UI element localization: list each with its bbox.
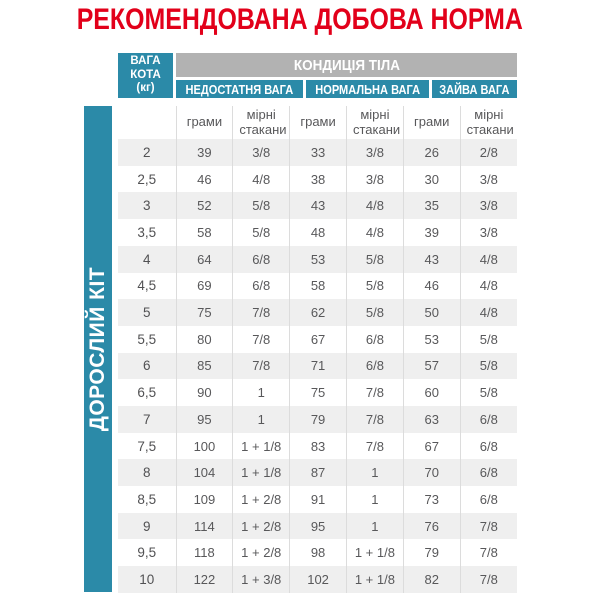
table-row — [118, 273, 517, 300]
value-cell: 95 — [176, 406, 233, 433]
value-cell: 83 — [290, 433, 347, 460]
value-cell: 3/8 — [479, 225, 498, 240]
value-cell: 109 — [176, 486, 233, 513]
value-cell: 75 — [176, 299, 233, 326]
value-cell: 1 + 3/8 — [233, 566, 290, 593]
value-cell: 79 — [403, 539, 460, 566]
value-cell: 4/8 — [479, 251, 498, 267]
value-cell: 7/8 — [479, 518, 498, 534]
value-cell: 4/8 — [346, 192, 403, 219]
value-cell: 70 — [403, 459, 460, 486]
value-cell: 79 — [290, 406, 347, 433]
table-row — [118, 299, 517, 326]
value-cell: 58 — [290, 273, 347, 300]
weight-cell: 7,5 — [118, 433, 176, 460]
unit-header-row — [118, 106, 517, 139]
table-row — [118, 219, 517, 246]
value-cell: 53 — [290, 246, 347, 273]
value-cell: 1 + 2/8 — [233, 513, 290, 540]
weight-cell: 4,5 — [118, 273, 176, 300]
weight-cell: 6,5 — [118, 379, 176, 406]
value-cell: 60 — [403, 379, 460, 406]
value-cell: 6/8 — [479, 438, 498, 454]
value-cell: 35 — [403, 192, 460, 219]
value-cell: 5/8 — [346, 246, 403, 273]
title-bar — [0, 3, 600, 37]
value-cell: 2/8 — [479, 144, 498, 160]
value-cell: 7/8 — [479, 571, 498, 587]
table-row — [118, 139, 517, 166]
weight-cell: 8,5 — [118, 486, 176, 513]
value-cell: 62 — [290, 299, 347, 326]
value-cell: 7/8 — [346, 406, 403, 433]
group-header-underweight: НЕДОСТАТНЯ ВАГА — [176, 80, 303, 98]
value-cell: 5/8 — [346, 273, 403, 300]
value-cell: 114 — [176, 513, 233, 540]
value-cell: 73 — [403, 486, 460, 513]
value-cell: 5/8 — [346, 299, 403, 326]
unit-header-cups: мірні стакани — [233, 106, 290, 139]
adult-cat-strip — [84, 106, 112, 592]
table-row — [118, 353, 517, 380]
value-cell: 63 — [403, 406, 460, 433]
value-cell: 6/8 — [346, 326, 403, 353]
unit-header-empty — [118, 106, 176, 139]
value-cell: 6/8 — [479, 491, 498, 507]
weight-cell: 2,5 — [118, 166, 176, 193]
value-cell: 48 — [290, 219, 347, 246]
unit-header-grams: грами — [290, 106, 347, 139]
table-row — [118, 166, 517, 193]
value-cell: 53 — [403, 326, 460, 353]
value-cell: 6/8 — [233, 273, 290, 300]
value-cell: 39 — [403, 219, 460, 246]
value-cell: 7/8 — [233, 299, 290, 326]
value-cell: 7/8 — [233, 326, 290, 353]
value-cell: 3/8 — [479, 171, 498, 187]
weight-cell: 9,5 — [118, 539, 176, 566]
value-cell: 122 — [176, 566, 233, 593]
value-cell: 71 — [290, 353, 347, 380]
table-row — [118, 379, 517, 406]
value-cell: 104 — [176, 459, 233, 486]
weight-cell: 9 — [118, 513, 176, 540]
value-cell: 1 + 1/8 — [346, 566, 403, 593]
feeding-grid — [118, 106, 517, 593]
value-cell: 26 — [403, 139, 460, 166]
value-cell: 7/8 — [479, 545, 498, 561]
group-header-normal: НОРМАЛЬНА ВАГА — [306, 80, 429, 98]
weight-header-line: (кг) — [136, 82, 155, 95]
value-cell: 67 — [403, 433, 460, 460]
group-header-overweight: ЗАЙВА ВАГА — [432, 80, 517, 98]
value-cell: 1 — [346, 486, 403, 513]
value-cell: 76 — [403, 513, 460, 540]
value-cell: 39 — [176, 139, 233, 166]
value-cell: 7/8 — [346, 379, 403, 406]
value-cell: 5/8 — [233, 192, 290, 219]
unit-header-grams: грами — [403, 106, 460, 139]
value-cell: 7/8 — [346, 433, 403, 460]
value-cell: 43 — [290, 192, 347, 219]
value-cell: 67 — [290, 326, 347, 353]
unit-header-cups: мірні стакани — [466, 107, 514, 137]
value-cell: 43 — [403, 246, 460, 273]
value-cell: 5/8 — [479, 358, 498, 374]
value-cell: 85 — [176, 353, 233, 380]
condition-header-group — [176, 53, 517, 98]
value-cell: 102 — [290, 566, 347, 593]
weight-cell: 8 — [118, 459, 176, 486]
value-cell: 3/8 — [346, 139, 403, 166]
value-cell: 95 — [290, 513, 347, 540]
weight-cell: 6 — [118, 353, 176, 380]
table-row — [118, 326, 517, 353]
value-cell: 1 + 2/8 — [233, 539, 290, 566]
value-cell: 4/8 — [233, 166, 290, 193]
weight-cell: 4 — [118, 246, 176, 273]
feeding-table — [118, 53, 517, 593]
table-row — [118, 566, 517, 593]
value-cell: 3/8 — [479, 198, 498, 214]
value-cell: 1 — [346, 459, 403, 486]
unit-header-grams: грами — [176, 106, 233, 139]
value-cell: 58 — [176, 219, 233, 246]
value-cell: 1 — [346, 513, 403, 540]
value-cell: 1 — [233, 379, 290, 406]
value-cell: 4/8 — [479, 278, 498, 294]
value-cell: 6/8 — [233, 246, 290, 273]
table-row — [118, 539, 517, 566]
table-row — [118, 433, 517, 460]
value-cell: 5/8 — [479, 331, 498, 347]
value-cell: 3/8 — [233, 139, 290, 166]
value-cell: 69 — [176, 273, 233, 300]
weight-cell: 10 — [118, 566, 176, 593]
table-row — [118, 246, 517, 273]
value-cell: 1 + 1/8 — [233, 459, 290, 486]
value-cell: 4/8 — [346, 219, 403, 246]
value-cell: 98 — [290, 539, 347, 566]
value-cell: 6/8 — [479, 411, 498, 427]
value-cell: 33 — [290, 139, 347, 166]
value-cell: 1 + 1/8 — [233, 433, 290, 460]
weight-cell: 7 — [118, 406, 176, 433]
value-cell: 1 + 1/8 — [346, 539, 403, 566]
value-cell: 75 — [290, 379, 347, 406]
value-cell: 57 — [403, 353, 460, 380]
value-cell: 64 — [176, 246, 233, 273]
value-cell: 91 — [290, 486, 347, 513]
value-cell: 6/8 — [346, 353, 403, 380]
weight-cell: 3,5 — [118, 219, 176, 246]
value-cell: 38 — [290, 166, 347, 193]
weight-header-line: ВАГА — [130, 55, 161, 68]
weight-header-cell — [118, 53, 173, 98]
value-cell: 46 — [176, 166, 233, 193]
page-title: РЕКОМЕНДОВАНА ДОБОВА НОРМА — [76, 3, 524, 36]
value-cell: 87 — [290, 459, 347, 486]
table-row — [118, 192, 517, 219]
weight-cell: 5,5 — [118, 326, 176, 353]
adult-cat-label: ДОРОСЛИЙ КІТ — [86, 266, 109, 432]
table-row — [118, 486, 517, 513]
value-cell: 3/8 — [346, 166, 403, 193]
weight-category-headers — [176, 80, 517, 98]
value-cell: 4/8 — [479, 305, 498, 321]
table-header — [118, 53, 517, 98]
value-cell: 52 — [176, 192, 233, 219]
table-body — [118, 139, 517, 593]
value-cell: 118 — [176, 539, 233, 566]
table-row — [118, 406, 517, 433]
value-cell: 80 — [176, 326, 233, 353]
value-cell: 6/8 — [479, 465, 498, 481]
condition-header: КОНДИЦІЯ ТІЛА — [176, 53, 517, 77]
value-cell: 50 — [403, 299, 460, 326]
value-cell: 1 — [233, 406, 290, 433]
value-cell: 30 — [403, 166, 460, 193]
value-cell: 5/8 — [233, 219, 290, 246]
value-cell: 1 + 2/8 — [233, 486, 290, 513]
unit-header-cups: мірні стакани — [346, 106, 403, 139]
weight-cell: 3 — [118, 192, 176, 219]
weight-cell: 5 — [118, 299, 176, 326]
value-cell: 5/8 — [479, 385, 498, 401]
value-cell: 82 — [403, 566, 460, 593]
value-cell: 90 — [176, 379, 233, 406]
value-cell: 100 — [176, 433, 233, 460]
value-cell: 46 — [403, 273, 460, 300]
value-cell: 7/8 — [233, 353, 290, 380]
weight-header-line: КОТА — [130, 68, 161, 81]
table-row — [118, 459, 517, 486]
table-row — [118, 513, 517, 540]
weight-cell: 2 — [118, 139, 176, 166]
